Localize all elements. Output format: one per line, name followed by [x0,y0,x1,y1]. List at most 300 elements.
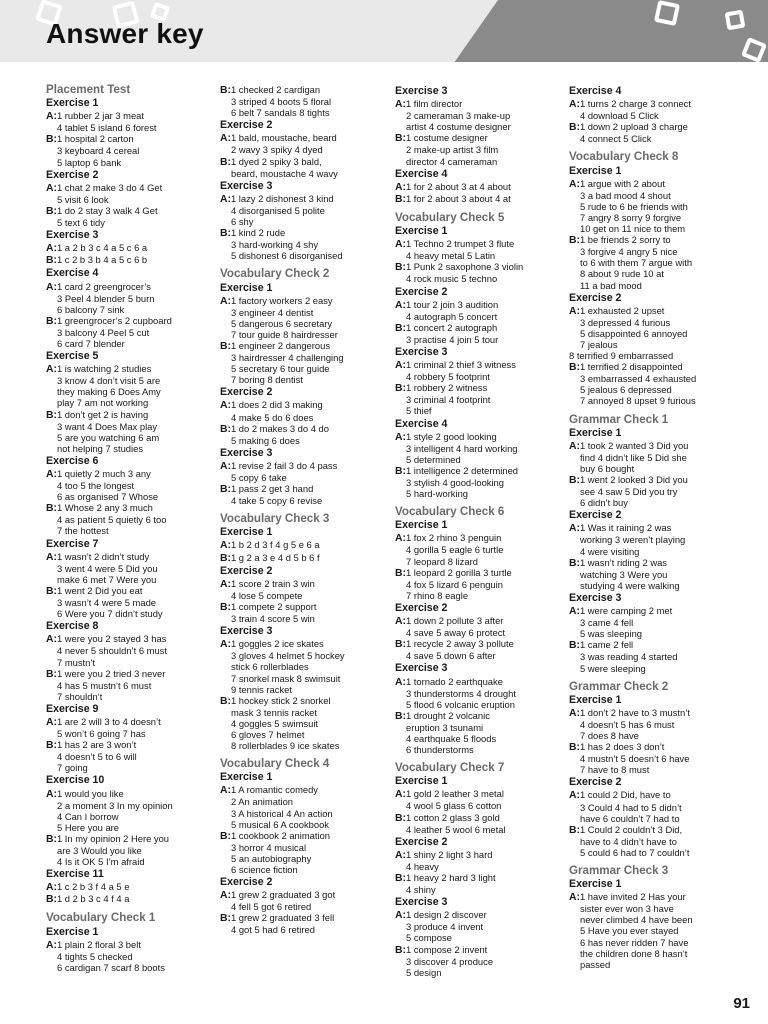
answer-text: 1 bald, moustache, beard [230,132,337,144]
answer-line [569,212,739,223]
answer-text: 3 hard-working 4 shy [231,239,319,251]
exercise-title: Exercise 1 [220,281,273,294]
answer-line [46,657,216,668]
section-heading: Vocabulary Check 8 [569,150,679,164]
answer-line [569,891,739,903]
answer-line [46,502,216,514]
part-label: A: [395,431,406,443]
answer-text: 7 rhino 8 eagle [406,589,469,601]
exercise-block [395,897,565,978]
answer-line [220,740,390,751]
exercise-title: Exercise 1 [395,775,448,788]
answer-text: 3 depressed 4 furious [580,316,671,328]
answer-line [46,217,216,228]
answer-text: 5 laptop 6 bank [57,156,122,168]
exercise-title: Exercise 11 [46,868,104,881]
section-heading: Placement Test [46,83,131,96]
answer-text: 3 horror 4 musical [231,841,307,853]
answer-text: 5 an autobiography [231,852,312,864]
answer-text: 5 visit 6 look [57,193,109,205]
answer-text: 1 costume designer [405,132,488,144]
answer-line [395,261,565,273]
answer-line [220,144,390,155]
answer-line [395,567,565,579]
answer-line [46,194,216,205]
exercise-title: Exercise 2 [220,564,273,577]
part-label: A: [220,639,231,651]
exercise-block [395,419,565,500]
answer-text: 4 leather 5 wool 6 metal [406,823,506,835]
answer-line [220,340,390,352]
answer-text: 1 Punk 2 saxophone 3 violin [405,261,524,273]
part-label: B: [395,133,406,145]
part-label: A: [395,616,406,628]
answer-text: 3 know 4 don’t visit 5 are [57,375,161,387]
answer-line [220,84,390,96]
part-label: B: [46,585,57,597]
exercise-title: Exercise 3 [395,896,448,909]
answer-line [220,193,390,205]
answer-text: 6 gloves 7 helmet [231,728,305,740]
answer-line [569,440,739,452]
answer-text: 1 are 2 will 3 to 4 doesn’t [56,715,161,727]
answer-line [46,157,216,168]
answer-text: 5 jealous 6 depressed [580,384,672,396]
answer-text: 1 fox 2 rhino 3 penguin [405,532,502,544]
answer-text: 1 A romantic comedy [230,784,318,796]
answer-text: 1 grew 2 graduated 3 fell [230,912,335,924]
answer-line [46,363,216,375]
answer-text: 7 annoyed 8 upset 9 furious [580,395,696,407]
answer-line [220,552,390,564]
answer-line [46,421,216,432]
decorative-square-icon [725,10,746,31]
answer-text: 1 down 2 upload 3 charge [579,121,688,133]
answer-text: 1 rubber 2 jar 3 meat [56,110,144,122]
answer-line [220,423,390,435]
answer-line [46,939,216,951]
answer-text: 4 Is it OK 5 I’m afraid [57,856,145,868]
answer-text: 1 Techno 2 trumpet 3 flute [405,238,515,250]
exercise-title: Exercise 4 [395,417,448,430]
answer-line [569,522,739,534]
answer-line [395,144,565,155]
answer-text: 1 were you 2 stayed 3 has [56,633,167,645]
exercise-title: Exercise 3 [395,662,448,675]
exercise-block [569,166,739,291]
answer-line [220,718,390,729]
part-label: A: [569,440,580,452]
answer-line [395,250,565,261]
exercise-block [395,169,565,205]
answer-line [569,925,739,936]
answer-text: 1 b 2 d 3 f 4 g 5 e 6 a [230,539,320,551]
answer-line [46,254,216,266]
exercise-block [569,293,739,407]
answer-text: 4 earthquake 5 floods [406,732,497,744]
answer-line [46,951,216,962]
answer-line [220,729,390,740]
answer-line [220,107,390,118]
answer-text: 1 dyed 2 spiky 3 bald, [230,155,322,167]
part-label: B: [395,710,406,722]
answer-text: 5 hard-working [406,488,469,500]
answer-text: 4 as patient 5 quietly 6 too [57,514,167,526]
answer-line [569,836,739,847]
answer-text: 1 does 2 did 3 making [230,399,323,411]
answer-line [220,156,390,168]
answer-column-3 [395,84,565,979]
answer-line [395,98,565,110]
answer-text: 2 cameraman 3 make-up [406,110,511,122]
exercise-block [220,120,390,178]
answer-text: 5 dishonest 6 disorganised [231,250,343,262]
answer-line [46,585,216,597]
answer-text: 5 copy 6 take [231,472,287,483]
exercise-title: Exercise 3 [395,85,448,97]
answer-text: 4 tights 5 checked [57,950,133,962]
exercise-block [395,837,565,895]
answer-line [220,684,390,695]
answer-text: 1 engineer 2 dangerous [230,339,331,351]
answer-line [395,590,565,601]
answer-text: 7 the hottest [57,525,109,537]
answer-line [395,431,565,443]
answer-text: 1 hospital 2 carton [56,133,134,145]
answer-text: studying 4 were walking [580,579,680,591]
answer-text: 1 compete 2 support [230,600,317,612]
answer-line [569,395,739,406]
answer-text: 3 train 4 score 5 win [231,613,315,625]
answer-text: 7 snorkel mask 8 swimsuit [231,672,341,684]
exercise-title: Exercise 7 [46,537,99,550]
answer-text: 10 get on 11 nice to them [580,223,686,235]
exercise-block [46,539,216,620]
answer-line [46,563,216,574]
answer-text: 1 g 2 a 3 e 4 d 5 b 6 f [230,551,320,563]
answer-text: 4 robbery 5 footprint [406,371,490,383]
answer-line [46,122,216,133]
answer-line [395,650,565,661]
answer-line [395,273,565,284]
section-heading: Grammar Check 2 [569,679,669,693]
answer-line [569,190,739,201]
exercise-block [220,84,390,118]
answer-line [569,178,739,190]
part-label: B: [395,944,406,956]
answer-line [569,719,739,730]
answer-text: buy 6 bought [580,462,635,474]
part-label: A: [569,707,580,719]
answer-text: 3 intelligent 4 hard working [406,442,518,454]
decorative-square-icon [654,0,680,26]
exercise-title: Exercise 1 [569,693,622,706]
exercise-title: Exercise 5 [46,350,99,363]
answer-line [395,454,565,465]
answer-line [569,789,739,801]
part-label: B: [220,85,231,96]
exercise-title: Exercise 2 [220,386,273,399]
exercise-block [569,428,739,509]
exercise-block [395,347,565,417]
answer-line [569,373,739,384]
answer-text: 5 rude to 6 be friends with [580,200,688,212]
answer-text: 1 chat 2 make 3 do 4 Get [56,181,163,193]
exercise-title: Exercise 1 [220,526,273,539]
answer-line [395,861,565,872]
answer-line [569,937,739,948]
answer-text: 4 fell 5 got 6 retired [231,901,312,913]
exercise-title: Exercise 4 [395,167,448,180]
part-label: A: [220,400,231,412]
answer-text: 1 has 2 are 3 won’t [56,739,137,751]
answer-text: 3 discover 4 produce [406,955,494,967]
answer-line [569,121,739,133]
answer-text: 1 robbery 2 witness [405,382,488,394]
answer-line [220,483,390,495]
answer-line [569,802,739,813]
exercise-title: Exercise 1 [569,164,622,177]
answer-text: 4 were visiting [580,545,640,557]
part-label: B: [395,812,406,824]
answer-line [46,338,216,349]
answer-line [395,800,565,811]
answer-line [395,921,565,932]
exercise-title: Exercise 2 [46,168,99,181]
exercise-title: Exercise 3 [220,625,273,638]
answer-column-2 [220,84,390,937]
answer-line [220,590,390,601]
answer-text: 3 gloves 4 helmet 5 hockey [231,650,345,662]
answer-text: 1 c 2 b 3 b 4 a 5 c 6 b [56,254,148,266]
exercise-title: Exercise 10 [46,774,105,787]
page-header [0,0,768,62]
part-label: B: [46,894,57,906]
answer-text: 6 balcony 7 sink [57,303,125,315]
answer-line [220,239,390,250]
answer-line [46,145,216,156]
answer-text: 3 went 4 were 5 Did you [57,562,158,574]
answer-line [569,546,739,557]
answer-text: 8 rollerblades 9 ice skates [231,740,340,752]
part-label: A: [395,360,406,372]
part-label: B: [220,228,231,240]
exercise-block [395,603,565,661]
answer-text: 6 shy [231,216,254,228]
answer-line [46,443,216,454]
answer-text: 4 wool 5 glass 6 cotton [406,800,502,812]
answer-line [395,967,565,978]
answer-line [46,468,216,480]
answer-text: working 3 weren’t playing [580,534,686,546]
answer-text: 4 save 5 down 6 after [406,650,496,662]
part-label: A: [220,890,231,902]
exercise-block [46,869,216,905]
exercise-block [220,566,390,624]
part-label: A: [220,133,231,145]
exercise-title: Exercise 1 [395,225,448,238]
answer-text: 1 score 2 train 3 win [230,577,315,589]
header-decorative-band [428,0,768,62]
answer-text: 1 pass 2 get 3 hand [230,483,314,495]
answer-text: 5 text 6 tidy [57,217,105,229]
part-label: B: [569,235,580,247]
answer-line [569,534,739,545]
answer-line [46,856,216,867]
answer-line [395,405,565,416]
part-label: B: [46,833,57,845]
answer-line [569,98,739,110]
part-label: A: [569,305,580,317]
answer-text: 1 concert 2 autograph [405,321,498,333]
part-label: A: [46,634,57,646]
answer-text: never climbed 4 have been [580,914,693,926]
answer-text: 4 goggles 5 swimsuit [231,717,319,729]
answer-text: 1 revise 2 fail 3 do 4 pass [230,459,338,471]
answer-line [395,110,565,121]
answer-line [569,651,739,662]
section-heading: Vocabulary Check 3 [220,512,330,526]
answer-text: the children done 8 hasn’t [580,947,688,959]
page-title: Answer key [46,18,204,49]
answer-text: 6 has never ridden 7 have [580,936,689,948]
answer-text: 1 hockey stick 2 snorkel [230,694,331,706]
answer-text: 1 In my opinion 2 Here you [56,832,170,844]
exercise-block [395,287,565,345]
answer-text: 5 won’t 6 going 7 has [57,728,146,740]
answer-line [220,695,390,707]
part-label: B: [220,340,231,352]
answer-line [395,579,565,590]
part-label: A: [395,299,406,311]
exercise-block [46,98,216,168]
part-label: A: [46,243,57,255]
answer-line [46,551,216,563]
answer-column-1 [46,84,216,974]
answer-line [220,578,390,590]
answer-text: 1 d 2 b 3 c 4 f 4 a [56,893,130,905]
part-label: B: [46,668,57,680]
answer-line [220,853,390,864]
answer-text: 7 angry 8 sorry 9 forgive [580,211,682,223]
answer-line [46,800,216,811]
part-label: B: [46,134,57,146]
exercise-block [220,626,390,751]
answer-text: 4 lose 5 compete [231,589,303,601]
answer-text: 6 didn’t buy [580,497,628,509]
part-label: A: [569,99,580,111]
answer-line [46,645,216,656]
answer-text: to 6 with them 7 argue with [580,257,693,269]
answer-line [395,849,565,861]
answer-text: 5 design [406,966,442,978]
answer-text: 5 Have you ever stayed [580,925,679,937]
answer-line [569,361,739,373]
part-label: B: [46,409,57,421]
exercise-block [220,448,390,506]
answer-line [220,374,390,385]
part-label: A: [220,785,231,797]
answer-line [395,532,565,544]
part-label: A: [46,111,57,123]
answer-column-4 [569,84,739,971]
answer-text: 1 went 2 Did you eat [56,584,143,596]
answer-line [569,628,739,639]
part-label: B: [46,315,57,327]
answer-line [46,110,216,122]
answer-text: 1 checked 2 cardigan [230,84,321,95]
answer-line [569,847,739,858]
answer-line [395,884,565,895]
part-label: A: [395,239,406,251]
answer-text: 1 would you like [56,787,124,799]
answer-text: 1 intelligence 2 determined [405,464,519,476]
answer-text: are 3 Would you like [57,845,142,856]
answer-text: 1 for 2 about 3 at 4 about [405,180,511,192]
answer-line [569,557,739,569]
answer-line [395,710,565,722]
exercise-title: Exercise 9 [46,702,99,715]
exercise-block [220,527,390,563]
section-heading: Vocabulary Check 1 [46,911,156,925]
answer-line [395,322,565,334]
answer-text: make 6 met 7 Were you [57,573,157,585]
answer-line [46,811,216,822]
exercise-title: Exercise 2 [569,509,622,522]
answer-text: 6 as organised 7 Whose [57,491,159,503]
answer-text: 5 Here you are [57,821,120,833]
answer-line [569,234,739,246]
answer-line [220,673,390,684]
part-label: A: [46,788,57,800]
answer-line [46,304,216,315]
answer-line [46,242,216,254]
answer-line [395,371,565,382]
exercise-title: Exercise 1 [46,97,99,110]
answer-line [569,580,739,591]
answer-text: 1 grew 2 graduated 3 got [230,889,336,901]
answer-line [220,435,390,446]
answer-text: 1 Could 2 couldn’t 3 Did, [579,823,683,835]
answer-line [46,962,216,973]
exercise-block [46,268,216,349]
part-label: B: [395,193,406,205]
answer-text: 7 have to 8 must [580,764,650,776]
answer-line [395,638,565,650]
answer-line [46,491,216,502]
answer-line [395,676,565,688]
answer-line [395,824,565,835]
answer-text: 1 tour 2 join 3 audition [405,298,499,310]
part-label: A: [46,182,57,194]
answer-text: 7 boring 8 dentist [231,374,303,386]
answer-line [395,744,565,755]
part-label: B: [220,913,231,925]
answer-text: director 4 cameraman [406,155,498,167]
answer-line [220,889,390,901]
answer-text: 4 Can I borrow [57,810,119,822]
answer-line [569,959,739,970]
answer-text: 1 don’t 2 have to 3 mustn’t [579,706,690,718]
part-label: B: [220,423,231,435]
part-label: B: [46,740,57,752]
part-label: B: [395,465,406,477]
answer-text: 4 save 5 away 6 protect [406,627,506,639]
answer-line [395,359,565,371]
answer-line [395,394,565,405]
exercise-block [395,663,565,755]
answer-text: 1 style 2 good looking [405,430,497,442]
